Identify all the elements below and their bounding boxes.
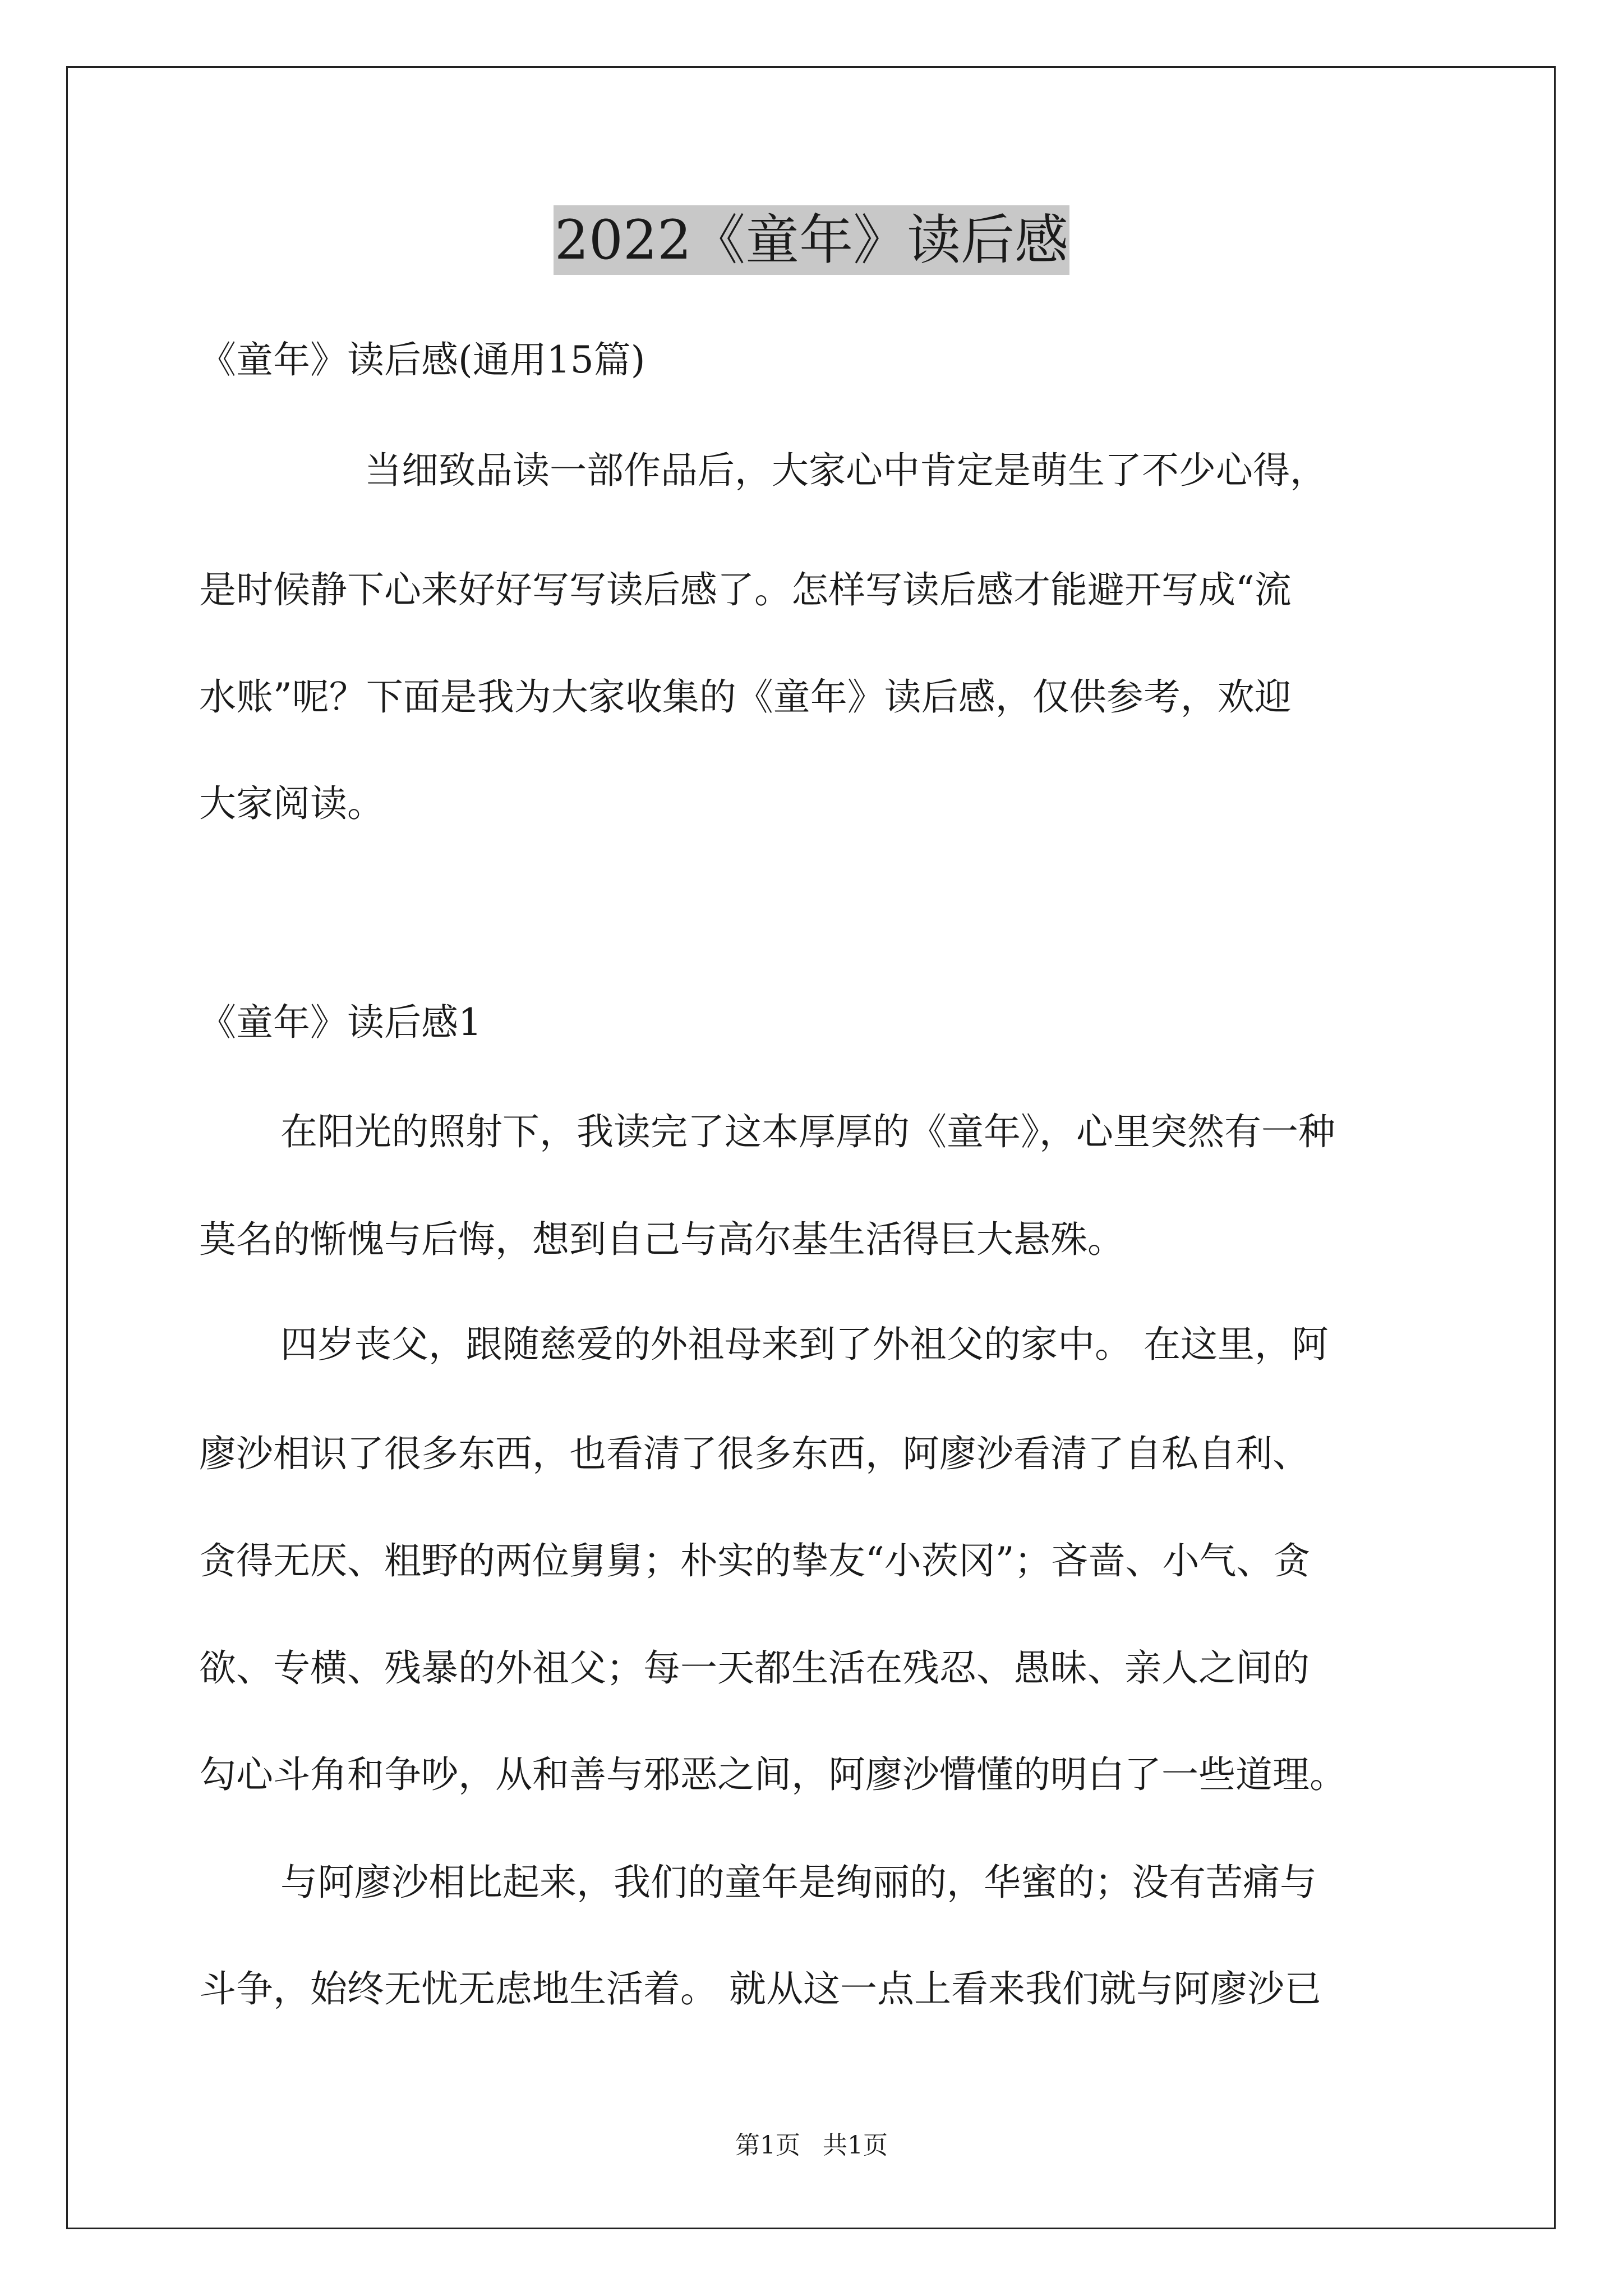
intro-line-3: 水账”呢？下面是我为大家收集的《童年》读后感，仅供参考，欢迎 [199,675,1292,719]
body-line-7: 勾心斗角和争吵，从和善与邪恶之间，阿廖沙懵懂的明白了一些道理。 [199,1753,1347,1796]
page-footer [0,2129,1623,2162]
body-line-6: 欲、专横、残暴的外祖父；每一天都生活在残忍、愚昧、亲人之间的 [199,1646,1310,1690]
intro-line-2: 是时候静下心来好好写写读后感了。怎样写读后感才能避开写成“流 [199,568,1292,611]
intro-line-1: 当细致品读一部作品后，大家心中肯定是萌生了不少心得， [365,449,1327,492]
body-line-9: 斗争，始终无忧无虑地生活着。 就从这一点上看来我们就与阿廖沙已 [199,1967,1321,2010]
intro-line-4: 大家阅读。 [199,782,384,825]
body-line-1: 在阳光的照射下，我读完了这本厚厚的《童年》，心里突然有一种 [280,1110,1335,1153]
document-title-text: 2022《童年》读后感 [554,205,1069,275]
body-line-4: 廖沙相识了很多东西，也看清了很多东西，阿廖沙看清了自私自利、 [199,1432,1310,1475]
body-line-2: 莫名的惭愧与后悔，想到自己与高尔基生活得巨大悬殊。 [199,1218,1124,1261]
page-number: 第1页 [735,2131,800,2160]
section-heading: 《童年》读后感1 [199,1001,482,1044]
body-line-8: 与阿廖沙相比起来，我们的童年是绚丽的，华蜜的；没有苦痛与 [280,1861,1317,1904]
document-subtitle: 《童年》读后感(通用15篇) [199,338,645,381]
body-line-3: 四岁丧父，跟随慈爱的外祖母来到了外祖父的家中。 在这里，阿 [280,1323,1329,1366]
document-title [0,201,1623,279]
page-total: 共1页 [823,2131,888,2160]
body-line-5: 贪得无厌、粗野的两位舅舅；朴实的挚友“小茨冈”；吝啬、小气、贪 [199,1539,1311,1582]
